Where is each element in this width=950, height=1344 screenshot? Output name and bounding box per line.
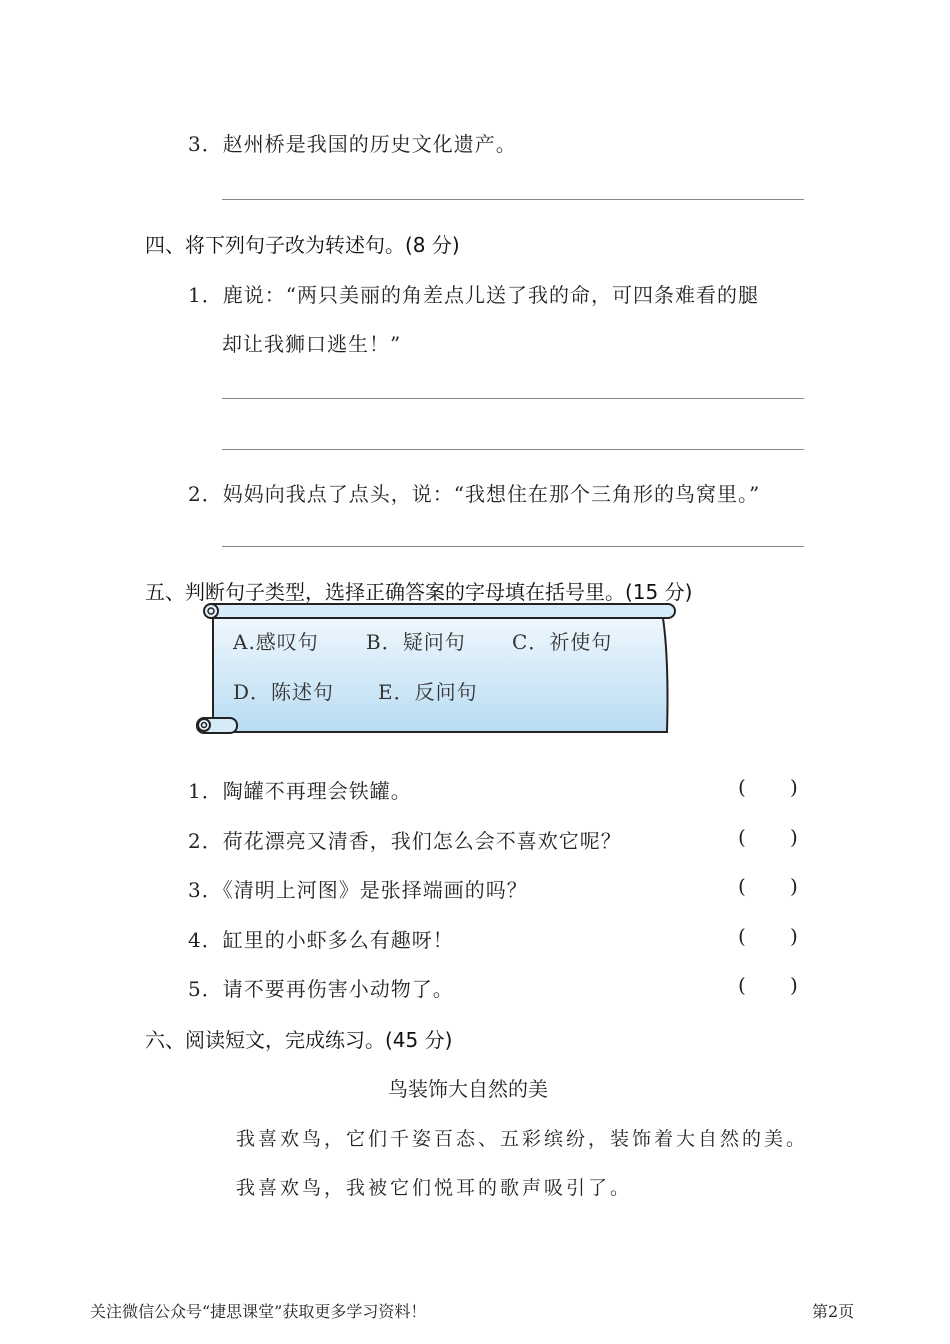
- paren-close: ): [790, 874, 798, 898]
- option-e: E．反问句: [378, 680, 478, 704]
- paren-open: (: [738, 924, 746, 948]
- question-4-2: 2．妈妈向我点了点头，说：“我想住在那个三角形的鸟窝里。”: [188, 482, 761, 506]
- question-4-1-line2: 却让我狮口逃生！”: [222, 332, 402, 356]
- paren-close: ): [790, 775, 798, 799]
- question-5-4: 4．缸里的小虾多么有趣呀！: [188, 928, 454, 952]
- section-5-heading: 五、判断句子类型，选择正确答案的字母填在括号里。(15 分): [145, 580, 693, 604]
- scroll-graphic: [193, 600, 681, 738]
- paren-close: ): [790, 825, 798, 849]
- paren-open: (: [738, 973, 746, 997]
- question-4-1-line1: 1．鹿说：“两只美丽的角差点儿送了我的命，可四条难看的腿: [188, 283, 759, 307]
- section-4-heading: 四、将下列句子改为转述句。(8 分): [145, 233, 460, 257]
- answer-line: [222, 199, 804, 200]
- paren-open: (: [738, 775, 746, 799]
- option-b: B．疑问句: [366, 630, 466, 654]
- options-scroll-banner: [193, 600, 681, 738]
- option-a: A.感叹句: [233, 630, 319, 654]
- section-6-heading: 六、阅读短文，完成练习。(45 分): [145, 1028, 453, 1052]
- paren-close: ): [790, 924, 798, 948]
- passage-paragraph-1: 我喜欢鸟，它们千姿百态、五彩缤纷，装饰着大自然的美。: [236, 1128, 809, 1150]
- question-5-2: 2．荷花漂亮又清香，我们怎么会不喜欢它呢？: [188, 829, 622, 853]
- answer-line: [222, 449, 804, 450]
- option-d: D．陈述句: [233, 680, 335, 704]
- option-c: C．祈使句: [512, 630, 613, 654]
- question-5-1: 1．陶罐不再理会铁罐。: [188, 779, 412, 803]
- question-3-3: 3．赵州桥是我国的历史文化遗产。: [188, 132, 517, 156]
- answer-line: [222, 398, 804, 399]
- question-5-5: 5．请不要再伤害小动物了。: [188, 977, 454, 1001]
- question-5-3: 3．《清明上河图》是张择端画的吗？: [188, 878, 528, 902]
- passage-paragraph-2: 我喜欢鸟，我被它们悦耳的歌声吸引了。: [236, 1177, 633, 1199]
- page-number: 第2页: [812, 1302, 855, 1321]
- passage-title: 鸟装饰大自然的美: [388, 1077, 548, 1101]
- paren-open: (: [738, 825, 746, 849]
- paren-close: ): [790, 973, 798, 997]
- paren-open: (: [738, 874, 746, 898]
- footer-note: 关注微信公众号“捷思课堂”获取更多学习资料！: [90, 1302, 427, 1321]
- answer-line: [222, 546, 804, 547]
